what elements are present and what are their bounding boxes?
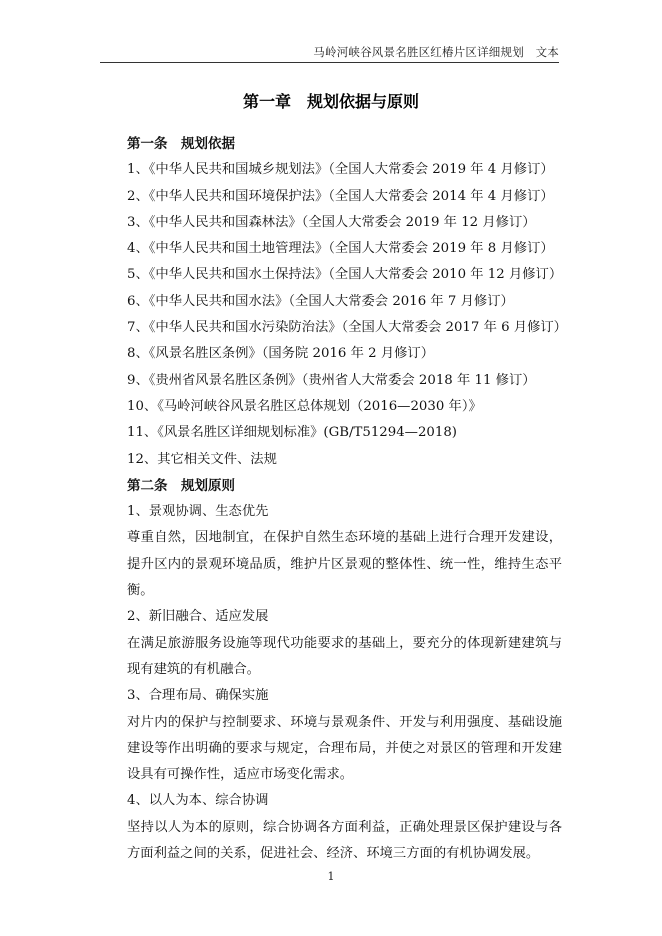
principle-heading: 2、新旧融合、适应发展 <box>127 609 269 625</box>
basis-item: 3、《中华人民共和国森林法》（全国人大常委会 2019 年 12 月修订） <box>127 214 536 230</box>
basis-item: 6、《中华人民共和国水法》（全国人大常委会 2016 年 7 月修订） <box>127 293 514 309</box>
basis-item: 4、《中华人民共和国土地管理法》（全国人大常委会 2019 年 8 月修订） <box>127 241 554 257</box>
principle-heading: 3、合理布局、确保实施 <box>127 688 269 704</box>
basis-item: 7、《中华人民共和国水污染防治法》（全国人大常委会 2017 年 6 月修订） <box>127 320 567 336</box>
principle-body: 在满足旅游服务设施等现代功能要求的基础上，要充分的体现新建建筑与现有建筑的有机融合。 <box>127 635 562 677</box>
article-2-title: 第二条 规划原则 <box>127 477 235 494</box>
basis-item: 11、《风景名胜区详细规划标准》(GB/T51294—2018) <box>127 425 457 441</box>
page-number: 1 <box>327 870 335 883</box>
basis-item: 1、《中华人民共和国城乡规划法》（全国人大常委会 2019 年 4 月修订） <box>127 162 554 178</box>
principle-body: 坚持以人为本的原则，综合协调各方面利益，正确处理景区保护建设与各方面利益之间的关系，促进社会、经济、环境三方面的有机协调发展。 <box>127 819 562 862</box>
principle-heading: 1、景观协调、生态优先 <box>127 504 269 520</box>
principle-heading: 4、以人为本、综合协调 <box>127 793 269 809</box>
principle-body: 尊重自然，因地制宜，在保护自然生态环境的基础上进行合理开发建设，提升区内的景观环境品质，维护片区景观的整体性、统一性，维持生态平衡。 <box>127 530 562 599</box>
basis-item: 10、《马岭河峡谷风景名胜区总体规划（2016—2030 年）》 <box>127 398 482 414</box>
basis-item: 9、《贵州省风景名胜区条例》（贵州省人大常委会 2018 年 11 修订） <box>127 372 536 388</box>
header-divider <box>100 62 559 63</box>
basis-item: 12、其它相关文件、法规 <box>127 451 277 467</box>
basis-item: 8、《风景名胜区条例》（国务院 2016 年 2 月修订） <box>127 346 435 362</box>
document-body <box>127 131 567 867</box>
principle-body: 对片内的保护与控制要求、环境与景观条件、开发与利用强度、基础设施建设等作出明确的要求与规定，合理布局，并使之对景区的管理和开发建设具有可操作性，适应市场变化需求。 <box>127 714 562 783</box>
article-1-title: 第一条 规划依据 <box>127 136 235 152</box>
basis-item: 2、《中华人民共和国环境保护法》（全国人大常委会 2014 年 4 月修订） <box>127 188 554 204</box>
running-header-title: 马岭河峡谷风景名胜区红椿片区详细规划 文本 <box>313 45 559 59</box>
basis-item: 5、《中华人民共和国水土保持法》（全国人大常委会 2010 年 12 月修订） <box>127 267 563 283</box>
chapter-title: 第一章 规划依据与原则 <box>242 92 419 111</box>
